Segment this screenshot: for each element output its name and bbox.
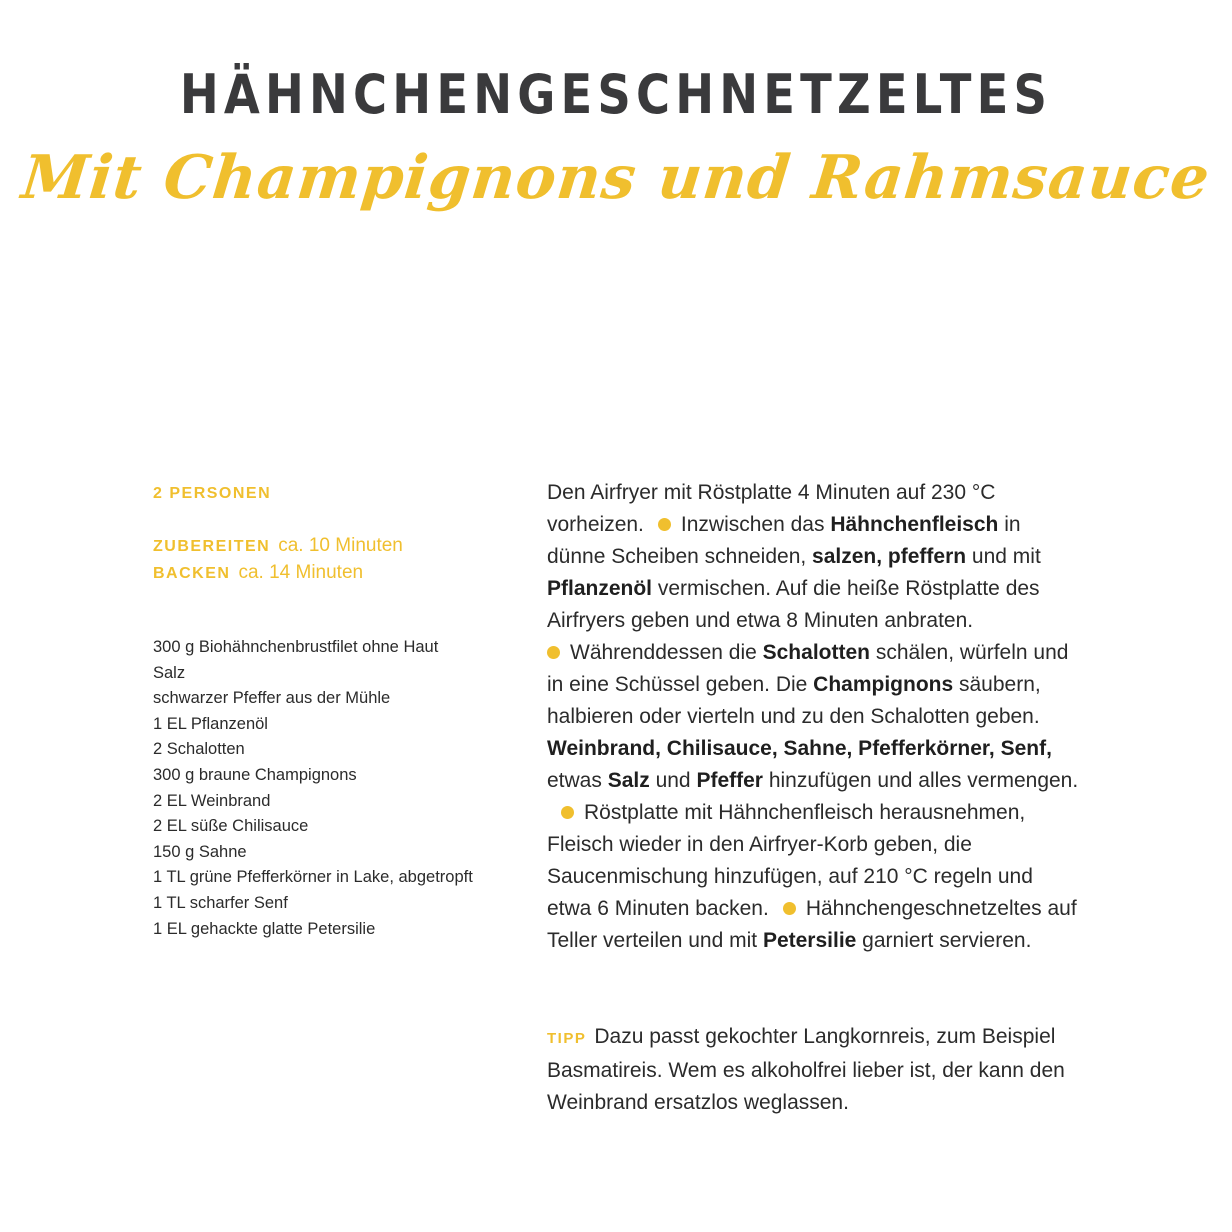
recipe-meta [153, 482, 493, 587]
instructions [547, 477, 1082, 957]
bake-time [153, 560, 493, 587]
bullet-dot-icon [547, 646, 560, 659]
bullet-dot-icon [561, 806, 574, 819]
recipe-title: HÄHNCHENGESCHNETZELTES [179, 63, 1053, 126]
step-3-text: etwas [547, 769, 608, 792]
tip-text: Dazu passt gekochter Langkornreis, zum Beispiel Basmatireis. Wem es alkoholfrei lieber ist, der kann den Weinbrand ersatzlos weglassen. [547, 1025, 1065, 1114]
step-3-text: Währenddessen die [570, 641, 763, 664]
step-4: Röstplatte mit Hähnchenfleisch herausnehmen, Fleisch wieder in den Airfryer-Korb geben, die Saucenmischung hinzufügen, auf 210 °C regeln und etwa 6 Minuten backen. [547, 801, 1033, 920]
ingredient-item: schwarzer Pfeffer aus der Mühle [153, 689, 391, 708]
ingredient-item: 2 EL süße Chilisauce [153, 817, 309, 836]
step-2-text: und mit [966, 545, 1041, 568]
bake-label: BACKEN [153, 565, 231, 582]
tip-label: TIPP [547, 1030, 587, 1047]
recipe-subtitle: Mit Champignons und Rahmsauce [18, 143, 1214, 213]
step-2-text: vermischen. Auf die heiße Röstplatte des Airfryers geben und etwa 8 Minuten anbraten. [547, 577, 1040, 632]
step-5-text: Hähnchengeschnetzeltes auf Teller verteilen und mit [547, 897, 1077, 952]
bullet-dot-icon [658, 518, 671, 531]
step-5-text: garniert servieren. [856, 929, 1032, 952]
servings: 2 PERSONEN [153, 485, 272, 502]
prep-label: ZUBEREITEN [153, 538, 271, 555]
step-3-bold: Salz [607, 769, 650, 792]
step-2-text: in dünne Scheiben schneiden, [547, 513, 1021, 568]
ingredient-item: 2 EL Weinbrand [153, 791, 271, 810]
ingredient-item: 1 TL scharfer Senf [153, 893, 288, 912]
step-3-bold: Champignons [813, 673, 954, 696]
ingredient-item: 300 g braune Champignons [153, 765, 357, 784]
step-3-text: hinzufügen und alles vermengen. [762, 769, 1079, 792]
step-2-bold: Pflanzenöl [547, 577, 653, 600]
bullet-dot-icon [783, 902, 796, 915]
prep-time [153, 533, 493, 560]
step-5-bold: Petersilie [762, 929, 857, 952]
times [153, 533, 493, 587]
ingredient-item: 1 EL gehackte glatte Petersilie [153, 919, 376, 938]
ingredient-item: 2 Schalotten [153, 740, 245, 759]
step-3-bold: Schalotten [762, 641, 870, 664]
ingredient-item: 300 g Biohähnchenbrustfilet ohne Haut [153, 638, 439, 656]
tip [547, 1021, 1082, 1119]
step-2-text: Inzwischen das [680, 513, 831, 536]
step-3-bold: Pfeffer [696, 769, 763, 792]
step-3-text: säubern, halbieren oder vierteln und zu den Schalotten geben. [547, 673, 1041, 728]
step-2-bold: Hähnchenfleisch [830, 513, 999, 536]
ingredient-item: Salz [153, 663, 186, 682]
bake-value: ca. 14 Minuten [238, 562, 364, 583]
ingredient-item: 1 TL grüne Pfefferkörner in Lake, abgetropft [153, 868, 473, 887]
prep-value: ca. 10 Minuten [278, 535, 403, 556]
step-2-bold: salzen, pfeffern [812, 545, 967, 568]
ingredient-list [153, 635, 498, 942]
step-3-bold: Weinbrand, Chilisauce, Sahne, Pfefferkörner, Senf, [547, 737, 1052, 760]
step-1: Den Airfryer mit Röstplatte 4 Minuten auf 230 °C vorheizen. [547, 481, 996, 536]
step-3-text: schälen, würfeln und in eine Schüssel geben. Die [547, 641, 1069, 696]
step-3-text: und [649, 769, 697, 792]
ingredient-item: 1 EL Pflanzenöl [153, 714, 268, 733]
ingredient-item: 150 g Sahne [153, 842, 247, 861]
